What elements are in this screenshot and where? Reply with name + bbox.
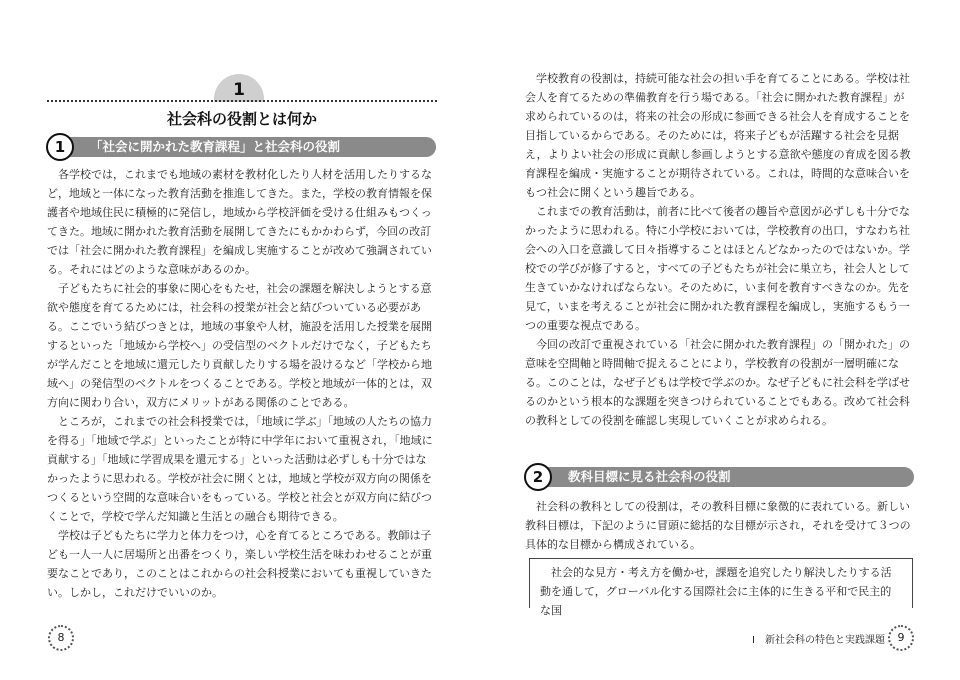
quote-text: 社会的な見方・考え方を働かせ，課題を追究したり解決したりする活動を通して，グローバル化する国際社会に主体的に生きる平和で民主的な国 <box>540 566 892 617</box>
section-heading-2 <box>538 467 914 487</box>
section-title: 教科目標に見る社会科の役割 <box>568 469 731 484</box>
paragraph: 今回の改訂で重視されている「社会に開かれた教育課程」の「開かれた」の意味を空間軸と時間軸で捉えることにより，学校教育の役割が一層明確になる。このことは，なぜ子どもは学校で学ぶのか。なぜ子どもに社会科を学ばせるのかという根本的な課題を突きつけられていることでもある。改めて社会科の教科としての役割を確認し実現していくことが求められる。 <box>525 338 910 427</box>
paragraph: 子どもたちに社会的事象に関心をもたせ，社会の課題を解決しようとする意欲や態度を育てるためには，社会科の授業が社会と結びついている必要がある。ここでいう結びつきとは，地域の事象や人材，施設を活用した授業を展開するといった「地域から学校へ」の受信型のベクトルだけでなく，子どもたちが学んだことを地域に還元したり貢献したりする場を設けるなど「学校から地域へ」の発信型のベクトルをつくることである。学校と地域が一体的とは，双方向に関わり合い，双方にメリットがある関係のことである。 <box>47 282 432 409</box>
paragraph: 各学校では，これまでも地域の素材を教材化したり人材を活用したりするなど，地域と一体になった教育活動を推進してきた。また，学校の教育情報を保護者や地域住民に積極的に発信し，地域から学校評価を受ける仕組みもつくってきた。地域に開かれた教育活動を展開してきたにもかかわらず，今回の改訂では「社会に開かれた教育課程」を編成し実施することが改めて強調されている。それにはどのような意味があるのか。 <box>47 168 432 276</box>
paragraph: 社会科の教科としての役割は，その教科目標に象徴的に表れている。新しい教科目標は，下記のように冒頭に総括的な目標が示され，それを受けて３つの具体的な目標から構成されている。 <box>525 500 911 551</box>
paragraph: ところが，これまでの社会科授業では，「地域に学ぶ」「地域の人たちの協力を得る」「地域で学ぶ」といったことが特に中学年において重視され，「地域に貢献する」「地域に学習成果を還元する」といった活動は必ずしも十分ではなかったように思われる。学校が社会に開くとは，地域と学校が双方向の関係をつくるという空間的な意味合いをもっている。学校と社会とが双方向に結びつくことで，学校で学んだ知識と生活との融合も期待できる。 <box>47 415 433 523</box>
paragraph: 学校は子どもたちに学力と体力をつけ，心を育てるところである。教師は子ども一人一人に居場所と出番をつくり，楽しい学校生活を味わわせることが重要なことであり，このことはこれからの社会科授業においても重視していきたい。しかし，これだけでいいのか。 <box>47 529 432 599</box>
section-number-badge: 2 <box>524 463 552 491</box>
chapter-title: 社会科の役割とは何か <box>166 110 317 128</box>
section2-text <box>525 497 913 554</box>
section-number-badge: 1 <box>46 133 74 161</box>
left-body-text <box>47 165 437 602</box>
section-heading-1 <box>60 137 436 157</box>
chapter-number-tab: 1 <box>214 74 264 102</box>
paragraph: 学校教育の役割は，持続可能な社会の担い手を育てることにある。学校は社会人を育てるための準備教育を行う場である。「社会に開かれた教育課程」が求められているのは，将来の社会の形成に参画できる社会人を育成することを目指しているからである。そのためには，将来子どもが活躍する社会を見据え，よりよい社会の形成に貢献し参画しようとする意欲や態度の育成を図る教育課程を編成・実施することが期待されている。これは，時間的な意味合いをもつ社会に開くという趣旨である。 <box>525 72 911 199</box>
page-number-right: 9 <box>888 625 914 651</box>
paragraph: これまでの教育活動は，前者に比べて後者の趣旨や意図が必ずしも十分でなかったように思われる。特に小学校においては，学校教育の出口，すなわち社会への入口を意識して日々指導することはほとんどなかったのではないか。学校での学びが修了すると，すべての子どもたちが社会に巣立ち，社会人として生きていかなければならない。そのために，いま何を教育すべきなのか。先を見て，いまを考えることが社会に開かれた教育課程を編成し，実施するもう一つの重要な視点である。 <box>525 205 910 332</box>
goal-quote-box <box>529 558 913 617</box>
section-title: 「社会に開かれた教育課程」と社会科の役割 <box>90 139 341 154</box>
running-header: Ⅰ 新社会科の特色と実践課題 <box>752 635 885 646</box>
page-number-left: 8 <box>48 625 74 651</box>
chapter-divider <box>47 100 437 102</box>
right-body-text <box>525 69 913 430</box>
